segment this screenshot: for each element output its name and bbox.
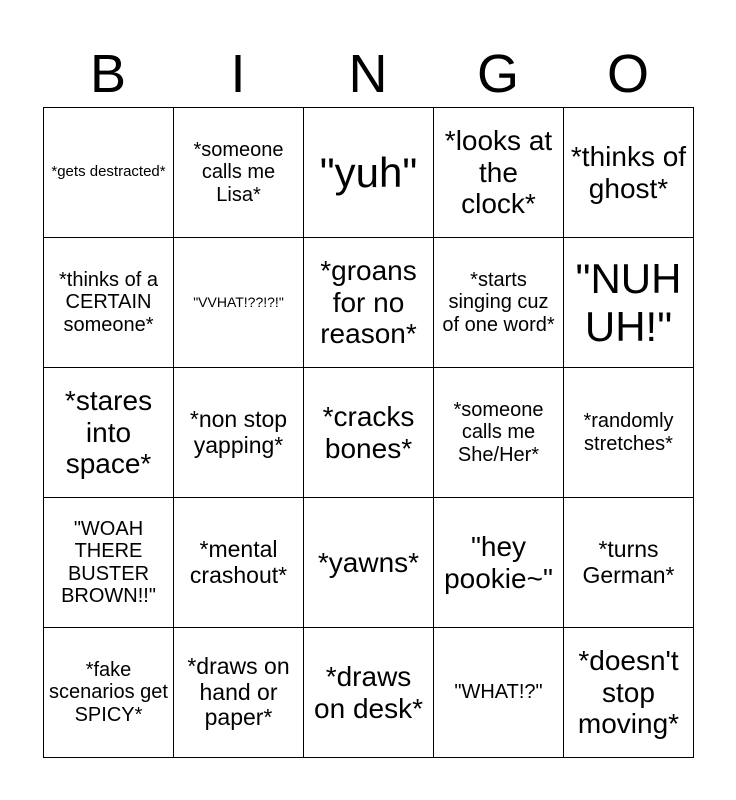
bingo-cell[interactable]: "yuh" [304,108,434,238]
bingo-cell[interactable]: *doesn't stop moving* [564,628,694,758]
bingo-cell[interactable]: *gets destracted* [44,108,174,238]
bingo-cell[interactable]: *looks at the clock* [434,108,564,238]
board-row [44,628,694,758]
bingo-cell[interactable]: "WOAH THERE BUSTER BROWN!!" [44,498,174,628]
header-letter-b: B [89,44,127,104]
bingo-cell[interactable]: *fake scenarios get SPICY* [44,628,174,758]
board-row [44,108,694,238]
bingo-cell[interactable]: *randomly stretches* [564,368,694,498]
board-row [44,368,694,498]
bingo-cell[interactable]: "VVHAT!??!?!" [174,238,304,368]
bingo-header [43,40,693,108]
header-letter-i: I [230,44,246,104]
bingo-cell[interactable]: *non stop yapping* [174,368,304,498]
bingo-cell[interactable]: *starts singing cuz of one word* [434,238,564,368]
header-letter-o: O [606,44,649,104]
bingo-cell[interactable]: *someone calls me She/Her* [434,368,564,498]
bingo-cell[interactable]: "hey pookie~" [434,498,564,628]
bingo-cell[interactable]: "NUH UH!" [564,238,694,368]
bingo-cell[interactable]: *draws on desk* [304,628,434,758]
header-letter-n: N [348,44,388,104]
bingo-cell[interactable]: *draws on hand or paper* [174,628,304,758]
bingo-cell[interactable]: *mental crashout* [174,498,304,628]
bingo-cell[interactable]: *thinks of a CERTAIN someone* [44,238,174,368]
bingo-cell[interactable]: *stares into space* [44,368,174,498]
bingo-cell[interactable]: *yawns* [304,498,434,628]
bingo-cell[interactable]: *groans for no reason* [304,238,434,368]
board-row [44,498,694,628]
bingo-cell[interactable]: "WHAT!?" [434,628,564,758]
bingo-cell[interactable]: *thinks of ghost* [564,108,694,238]
bingo-cell[interactable]: *turns German* [564,498,694,628]
bingo-cell[interactable]: *cracks bones* [304,368,434,498]
bingo-board [43,107,694,758]
bingo-cell[interactable]: *someone calls me Lisa* [174,108,304,238]
board-row [44,238,694,368]
header-letter-g: G [476,44,519,104]
